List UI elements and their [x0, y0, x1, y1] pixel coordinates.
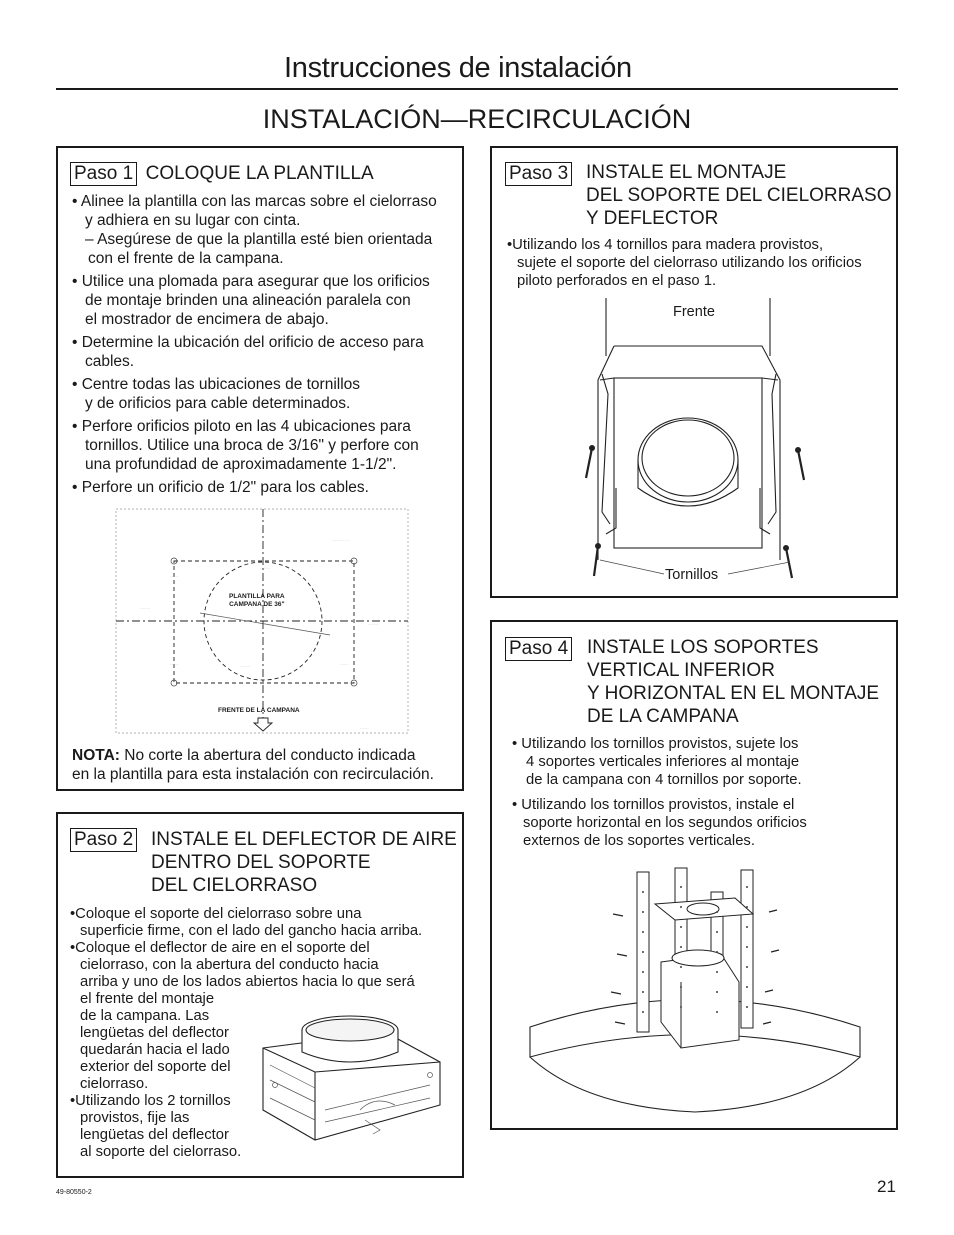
- label-front: Frente: [673, 304, 715, 320]
- step2-line: lengüetas del deflector: [80, 1025, 229, 1041]
- step1-line: el mostrador de encimera de abajo.: [85, 311, 329, 328]
- step4-heading-line: DE LA CAMPANA: [587, 706, 739, 727]
- step1-line: de montaje brinden una alineación paralela con: [85, 292, 411, 309]
- template-label: [229, 593, 285, 609]
- section-title: INSTALACIÓN—RECIRCULACIÓN: [262, 104, 692, 134]
- step3-heading-line: Y DEFLECTOR: [586, 208, 719, 229]
- note-text-1: No corte la abertura del conducto indicada: [119, 747, 416, 764]
- step1-note: [72, 746, 434, 784]
- step4-header: [505, 637, 572, 661]
- step1-line: • Perfore un orificio de 1/2" para los cables.: [72, 479, 369, 496]
- hood-mount-illustration: [525, 862, 865, 1120]
- step2-heading: [151, 828, 457, 897]
- step3-heading: [586, 161, 892, 230]
- doc-number: 49-80550-2: [56, 1189, 92, 1196]
- ceiling-bracket-illustration: [580, 298, 810, 580]
- step2-line: •Utilizando los 2 tornillos: [70, 1093, 231, 1109]
- step2-line: •Coloque el soporte del cielorraso sobre una: [70, 906, 362, 922]
- step2-line: cielorraso.: [80, 1076, 149, 1092]
- step4-heading: [587, 636, 879, 728]
- step2-line: el frente del montaje: [80, 991, 215, 1007]
- label-screws: Tornillos: [665, 567, 719, 583]
- svg-text:- - - - - -: - - - - - -: [240, 664, 251, 668]
- step4-heading-line: VERTICAL INFERIOR: [587, 660, 775, 681]
- step2-heading-line: DEL CIELORRASO: [151, 875, 318, 896]
- template-label-line1: PLANTILLA PARA: [229, 593, 285, 600]
- step1-heading: COLOQUE LA PLANTILLA: [145, 163, 374, 184]
- step3-header: [505, 162, 572, 186]
- step1-line: – Asegúrese de que la plantilla esté bien orientada: [85, 231, 433, 248]
- template-diagram: [110, 505, 415, 740]
- step1-header: [70, 162, 374, 186]
- step1-line: • Centre todas las ubicaciones de tornillos: [72, 376, 361, 393]
- step3-line: piloto perforados en el paso 1.: [517, 273, 717, 289]
- step2-line: superficie firme, con el lado del gancho hacia arriba.: [80, 923, 423, 939]
- step4-line: de la campana con 4 tornillos por soporte.: [526, 772, 802, 788]
- step4-heading-line: INSTALE LOS SOPORTES: [587, 637, 819, 658]
- step1-line: tornillos. Utilice una broca de 3/16" y perfore con: [85, 437, 419, 454]
- note-text-2: en la plantilla para esta instalación con recirculación.: [72, 766, 434, 783]
- template-label-line2: CAMPANA DE 36": [229, 601, 285, 608]
- title-rule: [56, 88, 898, 90]
- svg-text:- - - - -: - - - - -: [170, 574, 179, 578]
- step3-heading-line: DEL SOPORTE DEL CIELORRASO: [586, 185, 892, 206]
- step4-line: 4 soportes verticales inferiores al montaje: [526, 754, 800, 770]
- step2-line: de la campana. Las: [80, 1008, 210, 1024]
- step4-line: • Utilizando los tornillos provistos, instale el: [512, 797, 795, 813]
- template-front-label: FRENTE DE LA CAMPANA: [218, 707, 300, 714]
- step2-header: [70, 828, 137, 852]
- step2-line: al soporte del cielorraso.: [80, 1144, 242, 1160]
- step1-line: • Determine la ubicación del orificio de acceso para: [72, 334, 424, 351]
- step4-heading-line: Y HORIZONTAL EN EL MONTAJE: [587, 683, 880, 704]
- step2-line: lengüetas del deflector: [80, 1127, 229, 1143]
- step1-line: • Alinee la plantilla con las marcas sobre el cielorraso: [72, 193, 437, 210]
- step4-line: soporte horizontal en los segundos orificios: [523, 815, 807, 831]
- step3-heading-line: INSTALE EL MONTAJE: [586, 162, 787, 183]
- svg-text:- - - - - -: - - - - - -: [140, 606, 151, 610]
- step1-tag: Paso 1: [70, 162, 137, 186]
- page-title: Instrucciones de instalación: [284, 52, 632, 84]
- step2-line: •Coloque el deflector de aire en el soporte del: [70, 940, 370, 956]
- svg-text:- - - - - -: - - - - - -: [260, 566, 271, 570]
- step1-line: cables.: [85, 353, 135, 370]
- step2-line: arriba y uno de los lados abiertos hacia lo que será: [80, 974, 415, 990]
- step2-line: exterior del soporte del: [80, 1059, 231, 1075]
- step4-line: externos de los soportes verticales.: [523, 833, 755, 849]
- note-label: NOTA:: [72, 747, 120, 764]
- step4-tag: Paso 4: [505, 637, 572, 661]
- step2-heading-line: INSTALE EL DEFLECTOR DE AIRE: [151, 829, 457, 850]
- step1-line: con el frente de la campana.: [88, 250, 284, 267]
- svg-text:- - - - - - - - - -: - - - - - - - - - -: [332, 538, 350, 542]
- svg-text:- - - - - -: - - - - - -: [368, 622, 379, 626]
- step2-line: quedarán hacia el lado: [80, 1042, 230, 1058]
- svg-text:- - - - -: - - - - -: [170, 662, 179, 666]
- step3-tag: Paso 3: [505, 162, 572, 186]
- step2-line: provistos, fije las: [80, 1110, 190, 1126]
- step2-heading-line: DENTRO DEL SOPORTE: [151, 852, 371, 873]
- step1-line: • Perfore orificios piloto en las 4 ubicaciones para: [72, 418, 411, 435]
- step1-line: • Utilice una plomada para asegurar que los orificios: [72, 273, 430, 290]
- svg-text:- - - - -: - - - - -: [360, 726, 369, 730]
- step3-line: •Utilizando los 4 tornillos para madera provistos,: [507, 237, 824, 253]
- deflector-illustration: [255, 1010, 455, 1155]
- step4-line: • Utilizando los tornillos provistos, sujete los: [512, 736, 799, 752]
- page-number: 21: [877, 1177, 896, 1196]
- step1-line: una profundidad de aproximadamente 1-1/2".: [85, 456, 397, 473]
- step1-line: y adhiera en su lugar con cinta.: [85, 212, 301, 229]
- step1-line: y de orificios para cable determinados.: [85, 395, 351, 412]
- step2-tag: Paso 2: [70, 828, 137, 852]
- step3-line: sujete el soporte del cielorraso utilizando los orificios: [517, 255, 862, 271]
- step2-line: cielorraso, con la abertura del conducto hacia: [80, 957, 379, 973]
- svg-text:- - - - -: - - - - -: [340, 662, 349, 666]
